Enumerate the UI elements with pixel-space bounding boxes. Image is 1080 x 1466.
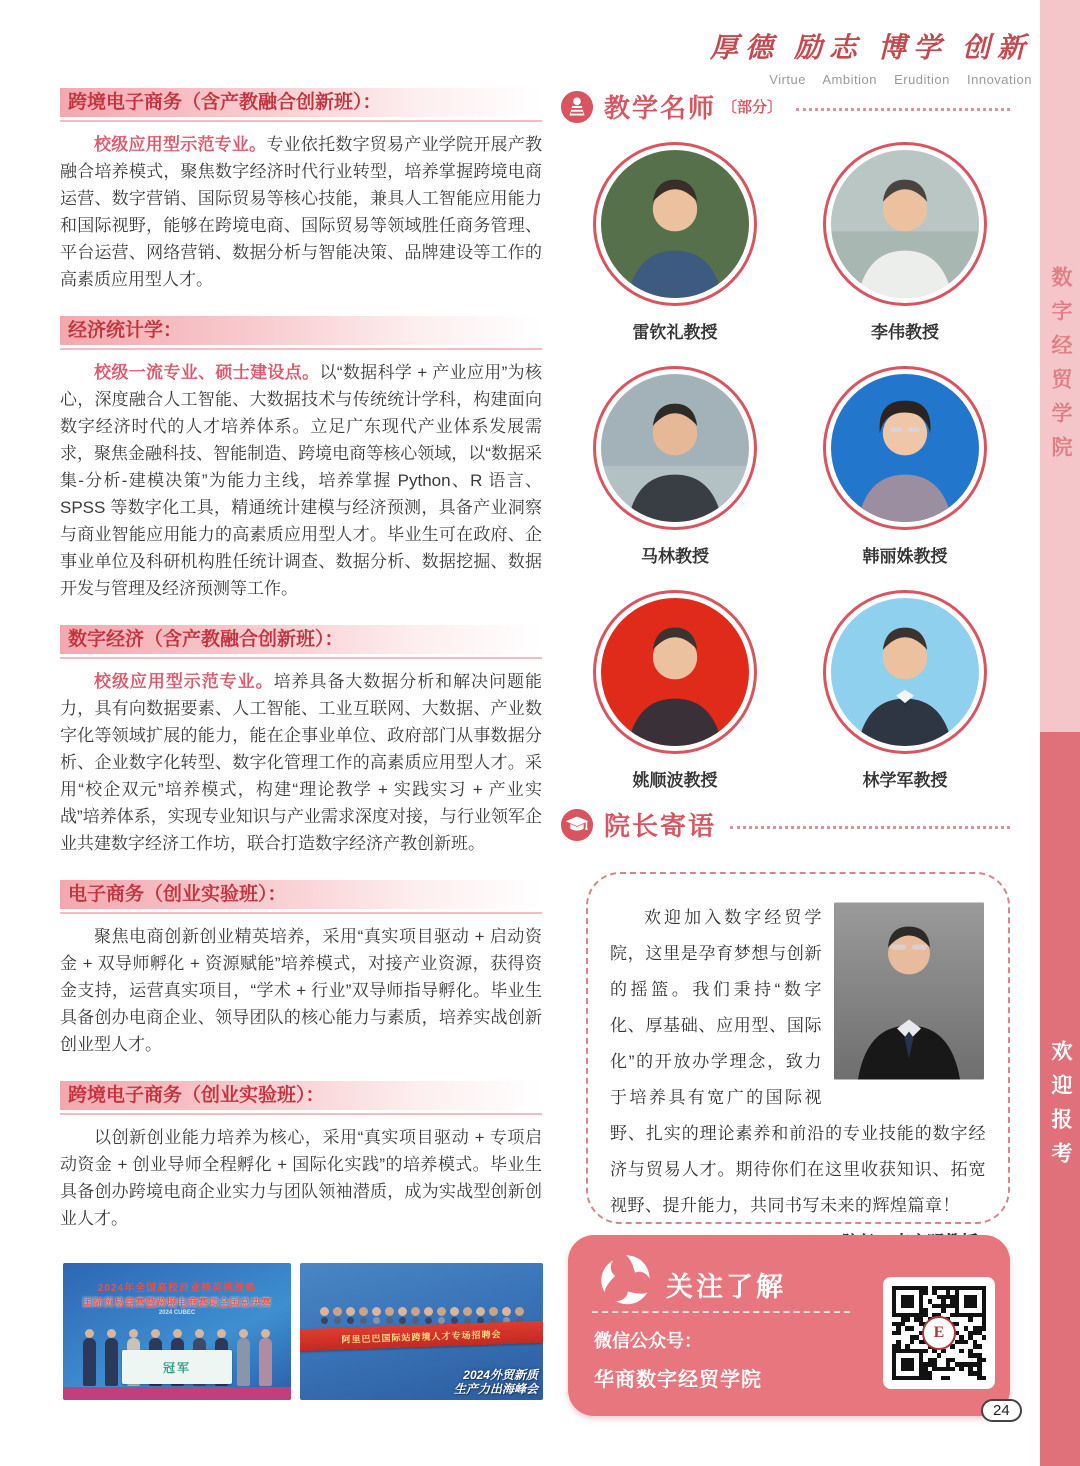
- page-number: 24: [981, 1399, 1022, 1422]
- jobfair-photo-caption: 2024外贸新质 生产力出海峰会: [453, 1368, 538, 1396]
- teacher-name: 马林教授: [641, 547, 709, 566]
- teacher-name: 姚顺波教授: [632, 771, 718, 790]
- champion-banner: 冠军: [122, 1350, 232, 1384]
- teacher-avatar: [593, 366, 757, 530]
- teacher-avatar: [823, 142, 987, 306]
- program-text: 专业依托数字贸易产业学院开展产教融合培养模式，聚焦数字经济时代行业转型，培养掌握跨境电商运营、数字营销、国际贸易等核心技能，兼具人工智能应用能力和国际视野，能够在跨境电商、国际贸易等领域胜任商务管理、平台运营、网络营销、数据分析与智能决策、品牌建设等工作的高素质应用型人才。: [60, 135, 543, 289]
- dotted-divider: [730, 826, 1010, 829]
- program-lead: 校级应用型示范专业。: [94, 672, 274, 691]
- teacher-card: [593, 366, 757, 590]
- program-text: 聚焦电商创新创业精英培养，采用“真实项目驱动 + 启动资金 + 双导师孵化 + 资源赋能”培养模式，对接产业资源，获得资金支持，运营真实项目，“学术 + 行业”双导师指导孵化。毕业生具备创办电商企业、领导团队的核心能力与素质，培养实战创新创业型人才。: [60, 927, 542, 1054]
- motto-english: Virtue Ambition Erudition Innovation: [769, 72, 1032, 87]
- program-title: 跨境电子商务（含产教融合创新班）：: [60, 88, 542, 117]
- wechat-account-name: 华商数字经贸学院: [594, 1369, 762, 1391]
- jobfair-banner: 阿里巴巴国际站跨境人才专场招聘会: [300, 1321, 543, 1352]
- dean-message: 欢迎加入数字经贸学院，这里是孕育梦想与创新的摇篮。我们秉持“数字化、厚基础、应用型、国际化”的开放办学理念，致力于培养具有宽广的国际视野、扎实的理论素养和前沿的专业技能的数字经济与贸易人才。期待你们在这里收获知识、拓宽视野、提升能力，共同书写未来的辉煌篇章！: [610, 908, 986, 1215]
- side-strip-bottom: [1040, 732, 1080, 1466]
- dean-section-header: [560, 806, 1010, 843]
- swirl-logo-icon: [598, 1252, 654, 1308]
- teacher-card: [823, 590, 987, 814]
- teacher-avatar: [823, 590, 987, 754]
- program-text: 培养具备大数据分析和解决问题能力，具有向数据要素、人工智能、工业互联网、大数据、产业数字化等领域扩展的能力，能在企事业单位、政府部门从事数据分析、企业数字化转型、数字化管理工作的高素质应用型人才。采用“校企双元”培养模式，构建“理论教学 + 实践实习 + 产业实战”培养体系，实现专业知识与产业需求深度对接，与行业领军企业共建数字经济工作坊，联合打造数字经济产教创新班。: [60, 672, 543, 853]
- follow-box: [568, 1235, 1010, 1416]
- school-motto: [640, 26, 1032, 87]
- motto-chinese: 厚德 励志 博学 创新: [709, 33, 1032, 64]
- teacher-card: [593, 590, 757, 814]
- program-body: [60, 131, 542, 293]
- teacher-avatar: [823, 366, 987, 530]
- stage-floor: [63, 1387, 291, 1400]
- program-text: 以创新创业能力培养为核心，采用“真实项目驱动 + 专项启动资金 + 创业导师全程孵化 + 国际化实践”的培养模式。毕业生具备创办跨境电商企业实力与团队领袖潜质，成为实战型创新创业人才。: [60, 1128, 542, 1228]
- teacher-grid: [560, 142, 1020, 814]
- crowd-silhouettes: [306, 1307, 537, 1316]
- follow-title: 关注了解: [666, 1272, 786, 1302]
- program-title: 经济统计学：: [60, 316, 542, 345]
- side-strip-top: [1040, 0, 1080, 732]
- program-body: [60, 668, 542, 857]
- competition-photo-caption: 2024年全国高校商业精英挑战赛 国际贸易竞赛暨跨境电商赛项全国总决赛 2024 CUBEC: [82, 1283, 272, 1316]
- teacher-avatar: [593, 142, 757, 306]
- program-title: 跨境电子商务（创业实验班）：: [60, 1081, 542, 1110]
- teacher-name: 林学军教授: [862, 771, 948, 790]
- teacher-card: [593, 142, 757, 366]
- program-body: [60, 923, 542, 1058]
- teachers-section-header: [560, 88, 1010, 125]
- teacher-name: 雷钦礼教授: [632, 323, 718, 342]
- event-photos: [63, 1263, 543, 1400]
- jobfair-photo: [300, 1263, 543, 1400]
- dean-message-box: [586, 872, 1010, 1224]
- college-vertical-label: 数字经贸学院: [1049, 266, 1072, 470]
- competition-photo: [63, 1263, 291, 1400]
- teacher-name: 李伟教授: [871, 323, 939, 342]
- teacher-card: [823, 142, 987, 366]
- teachers-section-subtitle: 〔部分〕: [722, 99, 783, 116]
- dean-photo: [834, 902, 984, 1080]
- dean-section-title: 院长寄语: [604, 811, 717, 841]
- teacher-avatar: [593, 590, 757, 754]
- dotted-divider: [796, 108, 1010, 111]
- teachers-section-title: 教学名师: [604, 93, 717, 123]
- program-section: [60, 880, 542, 1058]
- program-text: 以“数据科学 + 产业应用”为核心，深度融合人工智能、大数据技术与传统统计学科，构建面向数字经济时代的人才培养体系。立足广东现代产业体系发展需求，聚焦金融科技、智能制造、跨境电商等核心领域，以“数据采集-分析-建模决策”为能力主线，培养掌握 Python、R 语言、SPSS 等数字化工具，精通统计建模与经济预测，具备产业洞察与商业智能应用能力的高素质应用型人才。毕业生可在政府、企事业单位及科研机构胜任统计调查、数据分析、数据挖掘、数据开发与管理及经济预测等工作。: [60, 363, 543, 598]
- program-body: [60, 1124, 542, 1232]
- teacher-name: 韩丽姝教授: [862, 547, 948, 566]
- program-list: [60, 88, 542, 1255]
- program-section: [60, 1081, 542, 1232]
- apply-vertical-label: 欢迎报考: [1049, 1040, 1072, 1176]
- program-section: [60, 88, 542, 293]
- teacher-card: [823, 366, 987, 590]
- program-title: 数字经济（含产教融合创新班）：: [60, 625, 542, 654]
- dashed-divider: [592, 1311, 850, 1313]
- program-lead: 校级应用型示范专业。: [94, 135, 267, 154]
- qr-center-logo: E: [922, 1316, 956, 1350]
- program-title: 电子商务（创业实验班）：: [60, 880, 542, 909]
- program-body: [60, 359, 542, 602]
- program-section: [60, 625, 542, 857]
- program-lead: 校级一流专业、硕士建设点。: [94, 363, 320, 382]
- qr-code: [883, 1277, 995, 1389]
- program-section: [60, 316, 542, 602]
- lectern-icon: [560, 90, 594, 124]
- graduation-cap-icon: [560, 808, 594, 842]
- wechat-label: 微信公众号：: [594, 1331, 702, 1351]
